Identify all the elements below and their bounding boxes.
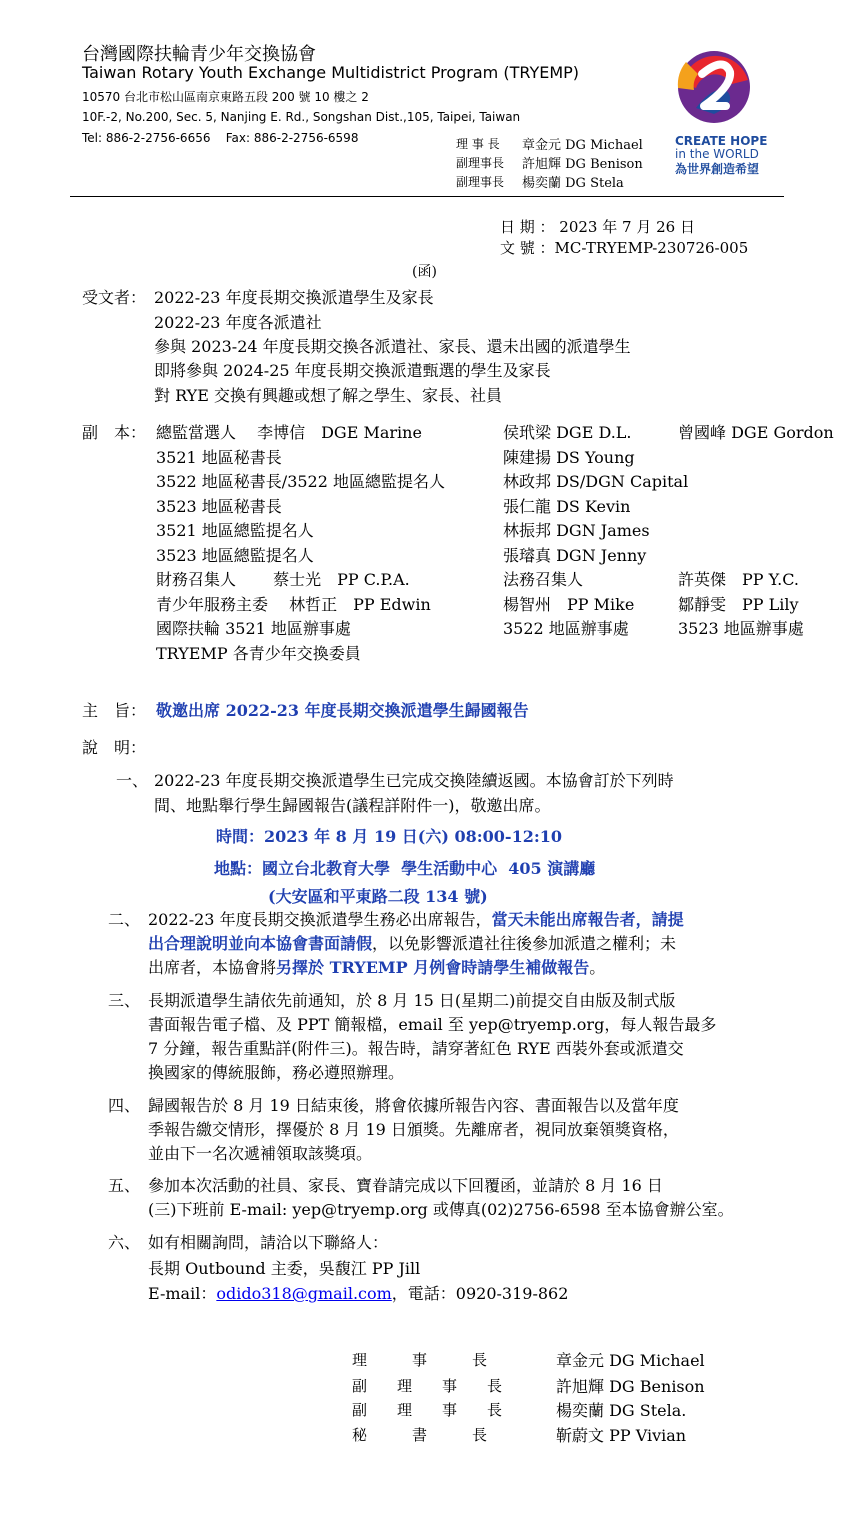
officer-title: 理 事 長 (456, 137, 500, 151)
cc-entry: 國際扶輪 3521 地區辦事處 (156, 619, 351, 638)
doc-date: 日 期 ： 2023 年 7 月 26 日 (500, 218, 695, 236)
doc-type: (函) (412, 264, 437, 280)
subject-label: 主 旨： (82, 701, 147, 720)
officer-name: 許旭輝 DG Benison (522, 157, 643, 172)
item-number: 六、 (108, 1233, 141, 1252)
org-name-en: Taiwan Rotary Youth Exchange Multidistrict Program (TRYEMP) (82, 63, 580, 82)
recipient-line: 2022-23 年度各派遣社 (154, 313, 322, 332)
subject-text: 敬邀出席 2022-23 年度長期交換派遣學生歸國報告 (156, 701, 529, 720)
item-text: 並由下一名次遞補領取該獎項。 (148, 1144, 373, 1163)
cc-entry: 3521 地區秘書長 (156, 448, 282, 467)
cc-entry: 3522 地區辦事處 (503, 619, 629, 638)
cc-entry: 青少年服務主委 林哲正 PP Edwin (156, 595, 431, 614)
phone-text: ，電話：0920-319-862 (391, 1284, 569, 1303)
item-number: 二、 (108, 910, 141, 929)
cc-entry: 林政邦 DS/DGN Capital (503, 472, 689, 491)
officer-name: 章金元 DG Michael (522, 138, 643, 153)
item-text: 長期 Outbound 主委，吳馥江 PP Jill (148, 1259, 421, 1278)
recipient-line: 2022-23 年度長期交換派遣學生及家長 (154, 288, 434, 307)
cc-entry: 3522 地區秘書長/3522 地區總監提名人 (156, 472, 446, 491)
cc-entry: 3523 地區秘書長 (156, 497, 282, 516)
item-number: 四、 (108, 1096, 141, 1115)
item-number: 三、 (108, 991, 141, 1010)
item-text: 出合理說明並向本協會書面請假，以免影響派遣社往後參加派遣之權利；未 (148, 934, 677, 953)
cc-entry: 財務召集人 蔡士光 PP C.P.A. (156, 570, 410, 589)
signature-title: 秘 書 長 (352, 1426, 488, 1444)
item-text: 2022-23 年度長期交換派遣學生已完成交換陸續返國。本協會訂於下列時 (154, 771, 674, 790)
cc-entry: 林振邦 DGN James (503, 521, 650, 540)
cc-entry: 陳建揚 DS Young (503, 448, 635, 467)
item-text: 書面報告電子檔、及 PPT 簡報檔，email 至 yep@tryemp.org，每人報告最多 (148, 1015, 717, 1034)
signature-name: 許旭輝 DG Benison (556, 1377, 705, 1396)
tel-fax: Tel: 886-2-2756-6656 Fax: 886-2-2756-6598 (82, 131, 359, 145)
logo-text-line2: in the WORLD (675, 147, 759, 161)
explanation-label: 說 明： (82, 738, 147, 757)
item-text: 長期派遣學生請依先前通知，於 8 月 15 日(星期二)前提交自由版及制式版 (148, 991, 676, 1010)
signature-name: 章金元 DG Michael (556, 1351, 705, 1370)
signature-name: 靳蔚文 PP Vivian (556, 1426, 687, 1445)
recipients-label: 受文者： (82, 288, 147, 307)
cc-entry: 侯玳梁 DGE D.L. (503, 423, 632, 442)
item-text: 7 分鐘，報告重點詳(附件三)。報告時，請穿著紅色 RYE 西裝外套或派遣交 (148, 1039, 684, 1058)
item-text: (三)下班前 E-mail: yep@tryemp.org 或傳真(02)2756-6598 至本協會辦公室。 (148, 1200, 734, 1219)
cc-entry: 楊智州 PP Mike (503, 595, 635, 614)
item-text: 參加本次活動的社員、家長、寶眷請完成以下回覆函，並請於 8 月 16 日 (148, 1176, 663, 1195)
item-text: 換國家的傳統服飾，務必遵照辦理。 (148, 1063, 405, 1082)
item-text: 歸國報告於 8 月 19 日結束後，將會依據所報告內容、書面報告以及當年度 (148, 1096, 679, 1115)
item-text: 出席者，本協會將另擇於 TRYEMP 月例會時請學生補做報告。 (148, 958, 606, 977)
address-zh: 10570 台北市松山區南京東路五段 200 號 10 樓之 2 (82, 90, 369, 104)
officer-name: 楊奕蘭 DG Stela (522, 176, 624, 191)
address-en: 10F.-2, No.200, Sec. 5, Nanjing E. Rd., Songshan Dist.,105, Taipei, Taiwan (82, 110, 521, 124)
cc-entry: 法務召集人 (503, 570, 584, 589)
signature-title: 副 理 事 長 (352, 1377, 503, 1395)
cc-label: 副 本： (82, 423, 147, 442)
recipient-line: 對 RYE 交換有興趣或想了解之學生、家長、社員 (154, 386, 502, 405)
item-text: 季報告繳交情形，擇優於 8 月 19 日頒獎。先離席者，視同放棄領獎資格， (148, 1120, 679, 1139)
signature-title: 理 事 長 (352, 1351, 488, 1369)
cc-entry: 3521 地區總監提名人 (156, 521, 314, 540)
officer-title: 副理事長 (456, 156, 505, 170)
header-divider (70, 196, 784, 197)
item-text: 間、地點舉行學生歸國報告(議程詳附件一)，敬邀出席。 (154, 796, 551, 815)
signature-name: 楊奕蘭 DG Stela. (556, 1401, 687, 1420)
cc-entry: 總監當選人 李博信 DGE Marine (156, 423, 422, 442)
officer-title: 副理事長 (456, 175, 505, 189)
cc-entry: 許英傑 PP Y.C. (678, 570, 799, 589)
email-label: E-mail： (148, 1284, 217, 1303)
cc-entry: TRYEMP 各青少年交換委員 (156, 644, 361, 663)
item-text: 如有相關詢問，請洽以下聯絡人： (148, 1233, 389, 1252)
recipient-line: 即將參與 2024-25 年度長期交換派遣甄選的學生及家長 (154, 361, 551, 380)
doc-number: 文 號 ：MC-TRYEMP-230726-005 (500, 239, 749, 257)
item-text: 2022-23 年度長期交換派遣學生務必出席報告，當天未能出席報告者，請提 (148, 910, 684, 929)
rotary-hope-logo-icon (674, 44, 754, 130)
signature-title: 副 理 事 長 (352, 1401, 503, 1419)
cc-entry: 曾國峰 DGE Gordon (678, 423, 834, 442)
recipient-line: 參與 2023-24 年度長期交換各派遣社、家長、還未出國的派遣學生 (154, 337, 631, 356)
org-name-zh: 台灣國際扶輪青少年交換協會 (82, 44, 316, 65)
contact-email-link[interactable]: odido318@gmail.com (216, 1284, 392, 1303)
cc-entry: 張仁龍 DS Kevin (503, 497, 631, 516)
logo-text-line3: 為世界創造希望 (675, 162, 760, 176)
cc-entry: 鄒靜雯 PP Lily (678, 595, 799, 614)
cc-entry: 3523 地區總監提名人 (156, 546, 314, 565)
cc-entry: 3523 地區辦事處 (678, 619, 804, 638)
item-number: 五、 (108, 1176, 141, 1195)
item-number: 一、 (116, 771, 149, 790)
event-place: 地點：國立台北教育大學 學生活動中心 405 演講廳 (214, 859, 596, 878)
event-time: 時間：2023 年 8 月 19 日(六) 08:00-12:10 (216, 827, 563, 846)
event-address: (大安區和平東路二段 134 號) (268, 887, 488, 906)
contact-line (148, 1281, 568, 1304)
logo-text-line1: CREATE HOPE (675, 134, 768, 148)
cc-entry: 張璿真 DGN Jenny (503, 546, 647, 565)
